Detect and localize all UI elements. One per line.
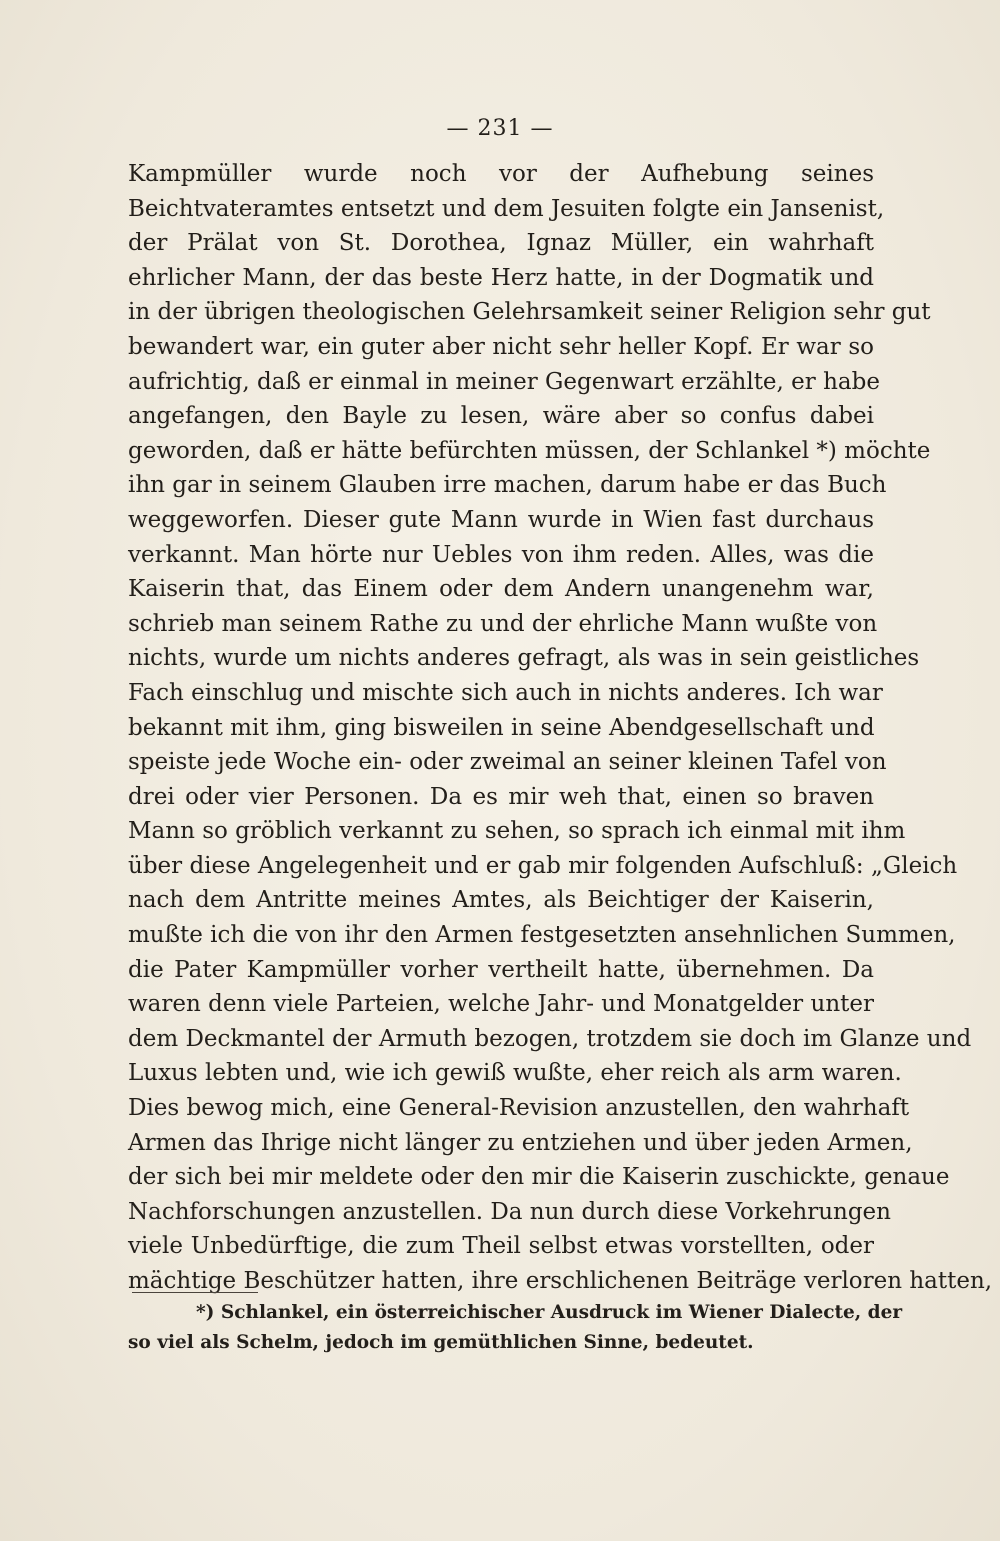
text-line: nichts, wurde um nichts anderes gefragt, als was in sein geistliches (128, 645, 920, 672)
text-line: in der übrigen theologischen Gelehrsamkeit seiner Religion sehr gut (128, 299, 931, 326)
text-line: der Prälat von St. Dorothea, Ignaz Müller, ein wahrhaft (128, 230, 874, 257)
text-line: Beichtvateramtes entsetzt und dem Jesuiten folgte ein Jansenist, (128, 195, 885, 222)
page-number: — 231 — (446, 116, 554, 141)
text-line: bekannt mit ihm, ging bisweilen in seine Abendgesellschaft und (128, 714, 875, 741)
text-line: Luxus lebten und, wie ich gewiß wußte, eher reich als arm waren. (128, 1060, 902, 1087)
text-line: weggeworfen. Dieser gute Mann wurde in Wien fast durchaus (128, 506, 874, 533)
text-line: Kampmüller wurde noch vor der Aufhebung seines (128, 161, 874, 187)
footnote-line: *) Schlankel, ein österreichischer Ausdruck im Wiener Dialecte, der (196, 1302, 903, 1323)
text-line: viele Unbedürftige, die zum Theil selbst etwas vorstellten, oder (128, 1233, 874, 1260)
text-line: drei oder vier Personen. Da es mir weh that, einen so braven (128, 783, 874, 810)
text-line: geworden, daß er hätte befürchten müssen, der Schlankel *) möchte (128, 437, 931, 464)
text-line: speiste jede Woche ein- oder zweimal an seiner kleinen Tafel von (128, 749, 887, 776)
text-line: nach dem Antritte meines Amtes, als Beichtiger der Kaiserin, (128, 887, 874, 914)
text-line: Armen das Ihrige nicht länger zu entziehen und über jeden Armen, (128, 1129, 913, 1156)
text-line: ehrlicher Mann, der das beste Herz hatte, in der Dogmatik und (128, 264, 874, 291)
text-line: Dies bewog mich, eine General-Revision anzustellen, den wahrhaft (128, 1095, 910, 1122)
text-line: waren denn viele Parteien, welche Jahr- und Monatgelder unter (128, 991, 874, 1018)
text-line: angefangen, den Bayle zu lesen, wäre aber so confus dabei (128, 403, 874, 430)
text-line: mußte ich die von ihr den Armen festgesetzten ansehnlichen Summen, (128, 922, 956, 949)
text-line: schrieb man seinem Rathe zu und der ehrliche Mann wußte von (128, 610, 878, 637)
footnote-divider (132, 1292, 258, 1293)
text-line: Mann so gröblich verkannt zu sehen, so sprach ich einmal mit ihm (128, 818, 906, 845)
text-line: Kaiserin that, das Einem oder dem Andern unangenehm war, (128, 576, 874, 603)
text-line: mächtige Beschützer hatten, ihre erschlichenen Beiträge verloren hatten, (128, 1268, 993, 1294)
footnote-line: so viel als Schelm, jedoch im gemüthlichen Sinne, bedeutet. (128, 1332, 754, 1353)
text-line: ihn gar in seinem Glauben irre machen, darum habe er das Buch (128, 472, 887, 499)
text-line: über diese Angelegenheit und er gab mir folgenden Aufschluß: „Gleich (128, 852, 958, 879)
text-line: Nachforschungen anzustellen. Da nun durch diese Vorkehrungen (128, 1198, 891, 1225)
text-line: die Pater Kampmüller vorher vertheilt hatte, übernehmen. Da (128, 956, 874, 983)
text-line: der sich bei mir meldete oder den mir die Kaiserin zuschickte, genaue (128, 1164, 950, 1191)
footnote-block (128, 1298, 903, 1358)
text-line: Fach einschlug und mischte sich auch in nichts anderes. Ich war (128, 679, 883, 706)
body-text (128, 157, 993, 1299)
text-line: dem Deckmantel der Armuth bezogen, trotzdem sie doch im Glanze und (128, 1025, 972, 1052)
text-line: aufrichtig, daß er einmal in meiner Gegenwart erzählte, er habe (128, 368, 880, 395)
text-line: bewandert war, ein guter aber nicht sehr heller Kopf. Er war so (128, 333, 874, 360)
text-line: verkannt. Man hörte nur Uebles von ihm reden. Alles, was die (128, 541, 874, 568)
